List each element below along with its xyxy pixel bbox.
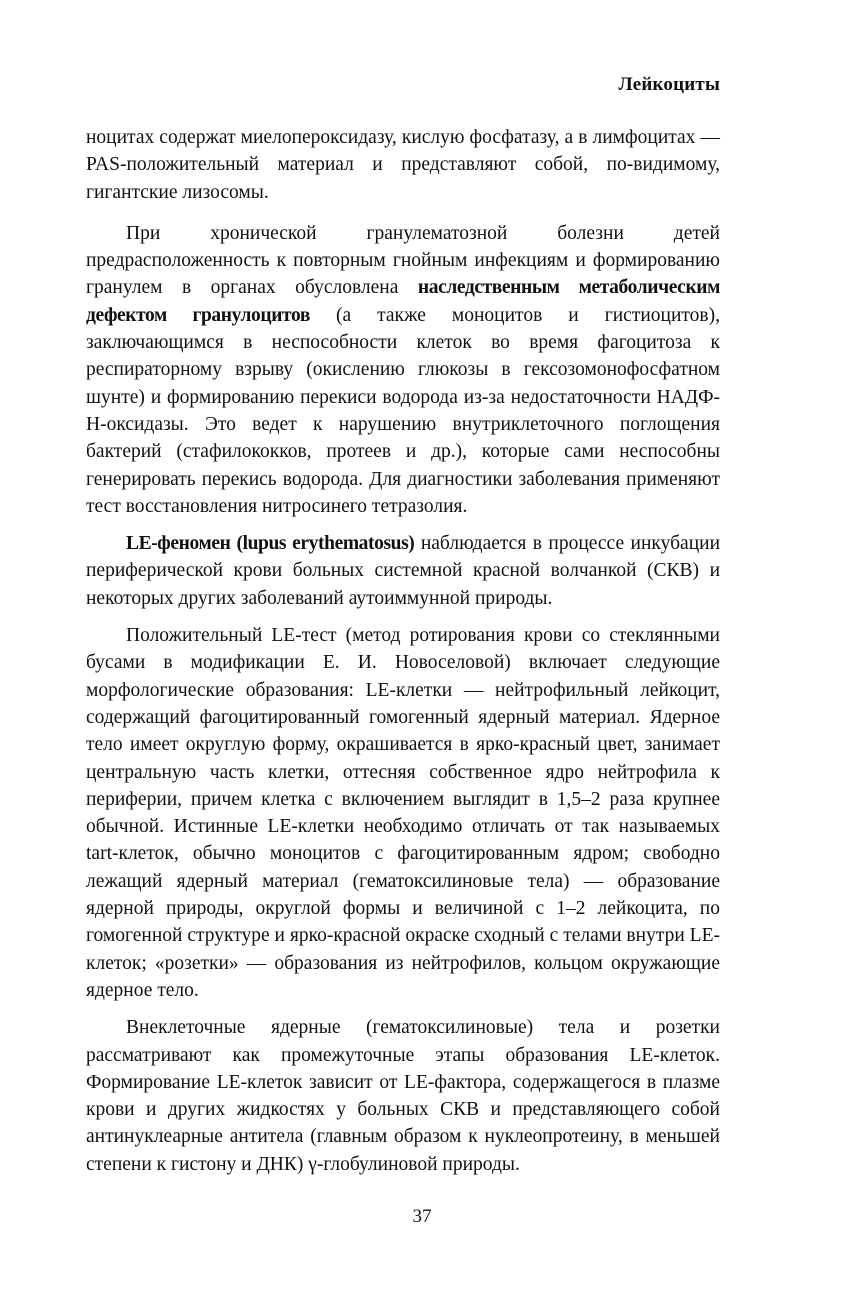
paragraph-text: При хронической гранулематозной болезни детей предрасположенность к повторным гнойным инфекциям и формированию гранулем в органах обусловлена: [86, 222, 720, 299]
paragraph-continuation: ноцитах содержат миелопероксидазу, кислую фосфатазу, а в лимфоцитах — PAS-положительный материал и представляют собой, по-видимому, гигантские лизосомы.: [86, 127, 720, 203]
paragraph-granulomatous-disease: [86, 220, 720, 520]
emphasis-term: наследственным метаболическим дефектом гранулоцитов: [86, 277, 720, 326]
paragraph-text: (а также моноцитов и гистиоцитов), заключающимся в неспособности клеток во время фагоцитоза к респираторному взрыву (окислению глюкозы в гексозомонофосфатном шунте) и формированию перекиси водорода из-за недостаточности НАДФ-Н-оксидазы. Это ведет к нарушению внутриклеточного поглощения бактерий (стафилококков, протеев и др.), которые сами неспособны генерировать перекись водорода. Для диагностики заболевания применяют тест восстановления нитросинего тетразолия.: [86, 304, 720, 517]
paragraph-text: наблюдается в процессе инкубации периферической крови больных системной красной волчанкой (СКВ) и некоторых других заболеваний аутоиммунной природы.: [86, 533, 720, 609]
page-number: 37: [412, 1206, 432, 1227]
paragraph-le-phenomenon: [86, 530, 720, 612]
paragraph-le-test: Положительный LE-тест (метод ротирования крови со стеклянными бусами в модификации Е. И. Новоселовой) включает следующие морфологические образования: LE-клетки — нейтрофильный лейкоцит, содержащий фагоцитированный гомогенный ядерный материал. Ядерное тело имеет округлую форму, окрашивается в ярко-красный цвет, занимает центральную часть клетки, оттесняя собственное ядро нейтрофила к периферии, причем клетка с включением выглядит в 1,5–2 раза крупнее обычной. Истинные LE-клетки необходимо отличать от так называемых tart-клеток, обычно моноцитов с фагоцитированным ядром; свободно лежащий ядерный материал (гематоксилиновые тела) — образование ядерной природы, округлой формы и величиной с 1–2 лейкоцита, по гомогенной структуре и ярко-красной окраске сходный с телами внутри LE-клеток; «розетки» — образования из нейтрофилов, кольцом окружающие ядерное тело.: [86, 625, 720, 1001]
emphasis-term: LE-феномен (lupus erythematosus): [126, 533, 415, 555]
running-header-title: Лейкоциты: [618, 74, 720, 95]
paragraph-extracellular-bodies: Внеклеточные ядерные (гематоксилиновые) тела и розетки рассматривают как промежуточные этапы образования LE-клеток. Формирование LE-клеток зависит от LE-фактора, содержащегося в плазме крови и других жидкостях у больных СКВ и представляющего собой антинуклеарные антитела (главным образом к нуклеопротеину, в меньшей степени к гистону и ДНК) γ-глобулиновой природы.: [86, 1017, 720, 1175]
page-body: [86, 124, 720, 1178]
